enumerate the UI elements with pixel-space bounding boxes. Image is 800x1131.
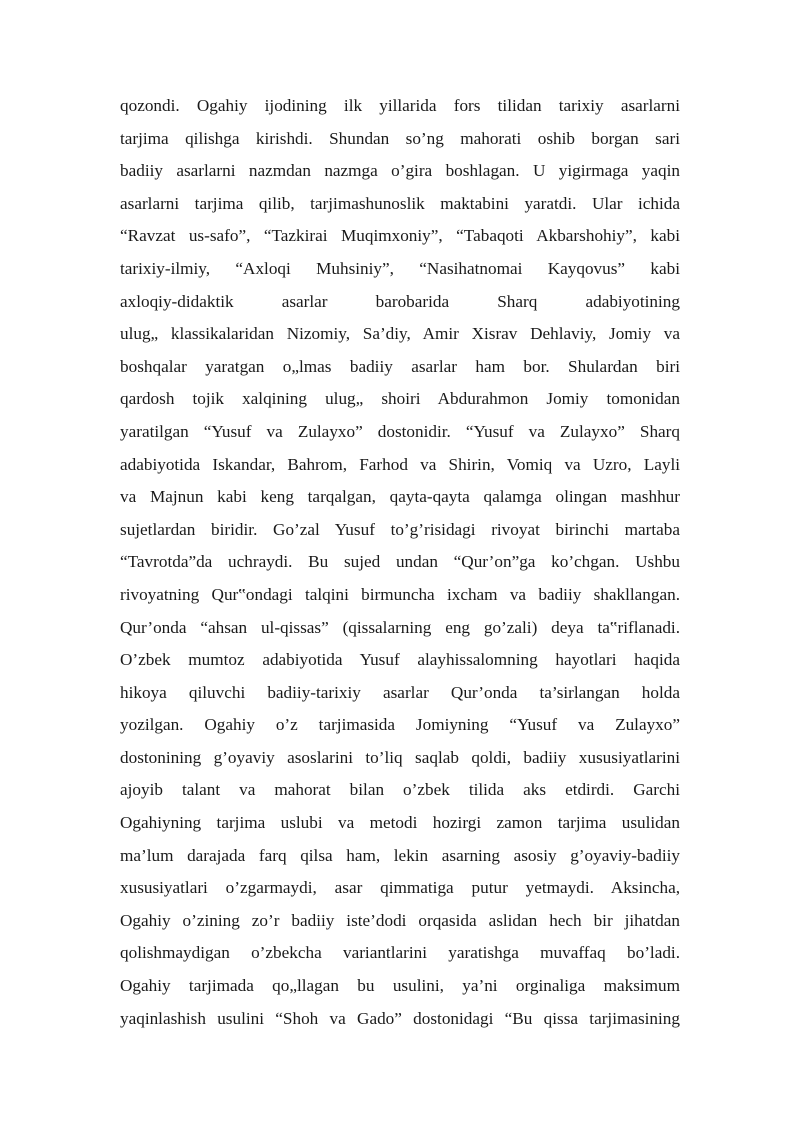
text-line: qozondi. Ogahiy ijodining ilk yillarida fors tilidan tarixiy asarlarni <box>120 96 680 115</box>
text-line: Ogahiyning tarjima uslubi va metodi hozirgi zamon tarjima usulidan <box>120 813 680 833</box>
text-line: adabiyotida Iskandar, Bahrom, Farhod va Shirin, Vomiq va Uzro, Layli <box>120 454 680 474</box>
text-line: badiiy asarlarni nazmdan nazmga o’gira boshlagan. U yigirmaga yaqin <box>120 161 680 181</box>
text-line: yaqinlashish usulini “Shoh va Gado” dostonidagi “Bu qissa tarjimasining <box>120 1008 680 1028</box>
text-line: Qur’onda “ahsan ul-qissas” (qissalarning eng go’zali) deya ta‟riflanadi. <box>120 617 680 637</box>
text-line: tarjima qilishga kirishdi. Shundan so’ng mahorati oshib borgan sari <box>120 128 680 148</box>
text-line: O’zbek mumtoz adabiyotida Yusuf alayhissalomning hayotlari haqida <box>120 650 680 670</box>
text-line: tarixiy-ilmiy, “Axloqi Muhsiniy”, “Nasihatnomai Kayqovus” kabi <box>120 258 680 278</box>
text-line: ajoyib talant va mahorat bilan o’zbek tilida aks etdirdi. Garchi <box>120 780 680 800</box>
text-line: “Ravzat us-safo”, “Tazkirai Muqimxoniy”, “Tabaqoti Akbarshohiy”, kabi <box>120 226 680 246</box>
text-line: Ogahiy o’zining zo’r badiiy iste’dodi orqasida aslidan hech bir jihatdan <box>120 910 680 930</box>
body-text <box>120 90 680 1035</box>
text-line: axloqiy-didaktik asarlar barobarida Sharq adabiyotining <box>120 291 680 311</box>
text-line: asarlarni tarjima qilib, tarjimashunoslik maktabini yaratdi. Ular ichida <box>120 193 680 213</box>
text-line: va Majnun kabi keng tarqalgan, qayta-qayta qalamga olingan mashhur <box>120 487 680 507</box>
text-line: ulug„ klassikalaridan Nizomiy, Sa’diy, Amir Xisrav Dehlaviy, Jomiy va <box>120 324 680 344</box>
text-line: dostonining g’oyaviy asoslarini to’liq saqlab qoldi, badiiy xususiyatlarini <box>120 747 680 767</box>
text-line: hikoya qiluvchi badiiy-tarixiy asarlar Qur’onda ta’sirlangan holda <box>120 682 680 702</box>
text-line: ma’lum darajada farq qilsa ham, lekin asarning asosiy g’oyaviy-badiiy <box>120 845 680 865</box>
text-line: qolishmaydigan o’zbekcha variantlarini yaratishga muvaffaq bo’ladi. <box>120 943 680 963</box>
text-line: yozilgan. Ogahiy o’z tarjimasida Jomiyning “Yusuf va Zulayxo” <box>120 715 680 735</box>
text-line: rivoyatning Qur‟ondagi talqini birmuncha ixcham va badiiy shakllangan. <box>120 584 680 604</box>
text-line: qardosh tojik xalqining ulug„ shoiri Abdurahmon Jomiy tomonidan <box>120 389 680 409</box>
text-line: xususiyatlari o’zgarmaydi, asar qimmatiga putur yetmaydi. Aksincha, <box>120 878 680 898</box>
text-line: boshqalar yaratgan o„lmas badiiy asarlar ham bor. Shulardan biri <box>120 356 680 376</box>
text-line: Ogahiy tarjimada qo„llagan bu usulini, ya’ni orginaliga maksimum <box>120 976 680 996</box>
text-line: sujetlardan biridir. Go’zal Yusuf to’g’risidagi rivoyat birinchi martaba <box>120 519 680 539</box>
text-line: yaratilgan “Yusuf va Zulayxo” dostonidir. “Yusuf va Zulayxo” Sharq <box>120 421 680 441</box>
text-line: “Tavrotda”da uchraydi. Bu sujed undan “Qur’on”ga ko’chgan. Ushbu <box>120 552 680 572</box>
